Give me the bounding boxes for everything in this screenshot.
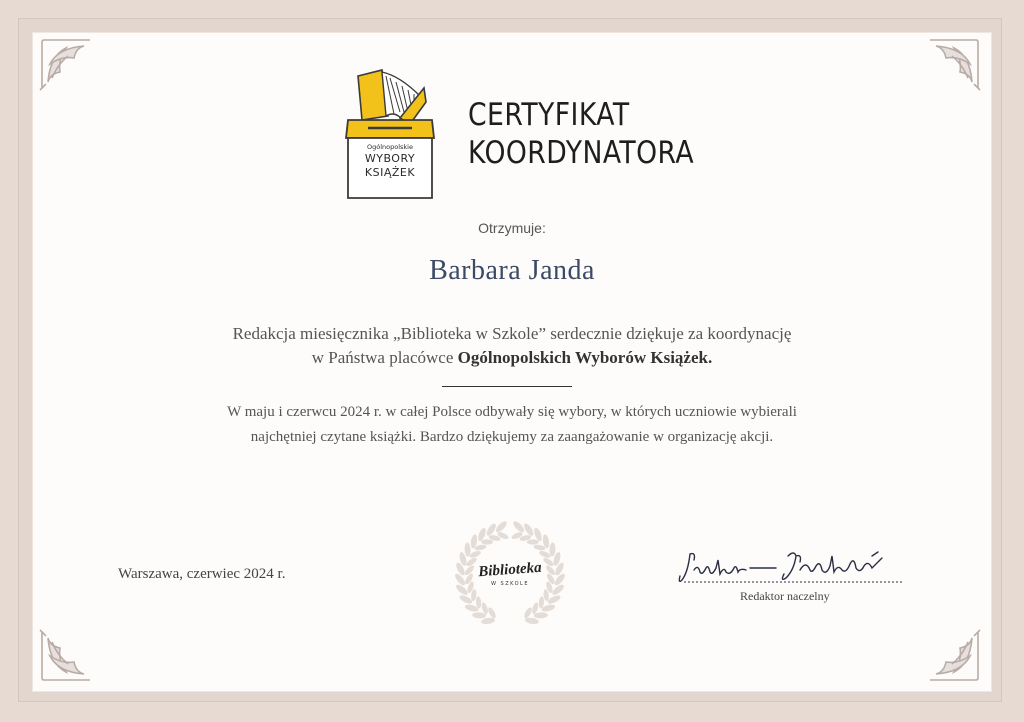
info-line-2: najchętniej czytane książki. Bardzo dziękujemy za zaangażowanie w organizację akcji. <box>250 429 774 445</box>
wybory-ksiazek-logo <box>340 66 440 202</box>
laurel-leaf <box>538 596 544 608</box>
certificate-title-line-1: CERTYFIKAT <box>468 97 630 133</box>
seal-line-2: W SZKOLE <box>490 581 530 587</box>
laurel-leaf <box>512 520 526 534</box>
thanks-line-1: Redakcja miesięcznika „Biblioteka w Szkole” serdecznie dziękuje za koordynację <box>232 324 792 343</box>
corner-ornament-icon <box>36 34 96 94</box>
laurel-leaf <box>469 550 482 559</box>
laurel-leaf <box>527 539 539 544</box>
corner-ornament-icon <box>924 626 984 686</box>
thanks-line-2 <box>0 346 1024 370</box>
info-paragraph <box>0 400 1024 450</box>
thanks-paragraph <box>0 322 1024 370</box>
laurel-leaf <box>481 539 493 544</box>
laurel-leaf <box>494 520 508 534</box>
laurel-leaf <box>523 606 533 619</box>
laurel-leaf <box>485 522 498 537</box>
certificate-title <box>468 96 695 172</box>
info-line-1: W maju i czerwcu 2024 r. w całej Polsce odbywały się wybory, w których uczniowie wybierali <box>227 404 797 420</box>
corner-ornament-icon <box>36 626 96 686</box>
thanks-line-2-bold: Ogólnopolskich Wyborów Książek. <box>457 348 713 367</box>
place-date: Warszawa, czerwiec 2024 r. <box>118 566 286 582</box>
laurel-leaf <box>538 550 551 559</box>
signature-icon <box>676 546 906 588</box>
recipient-label: Otrzymuje: <box>478 220 546 236</box>
laurel-leaf <box>549 542 556 556</box>
signature-role: Redaktor naczelny <box>740 589 830 603</box>
laurel-leaf <box>472 612 486 619</box>
laurel-leaf <box>534 612 548 619</box>
corner-ornament-icon <box>924 34 984 94</box>
laurel-leaf <box>487 606 497 619</box>
divider <box>442 386 572 387</box>
laurel-leaf <box>475 596 481 608</box>
thanks-line-2-text: w Państwa placówce <box>311 348 458 367</box>
signature <box>676 546 906 588</box>
laurel-leaf <box>464 542 471 556</box>
ballot-box-icon <box>340 66 440 202</box>
biblioteka-seal <box>449 515 571 637</box>
laurel-leaf <box>522 522 535 537</box>
logo-line-2: WYBORY <box>364 152 416 165</box>
logo-line-3: KSIĄŻEK <box>364 166 416 179</box>
seal-line-1: Biblioteka <box>477 559 543 581</box>
recipient-name: Barbara Janda <box>429 255 595 286</box>
logo-line-1: Ogólnopolskie <box>367 143 413 151</box>
certificate-title-line-2: KOORDYNATORA <box>468 135 695 171</box>
